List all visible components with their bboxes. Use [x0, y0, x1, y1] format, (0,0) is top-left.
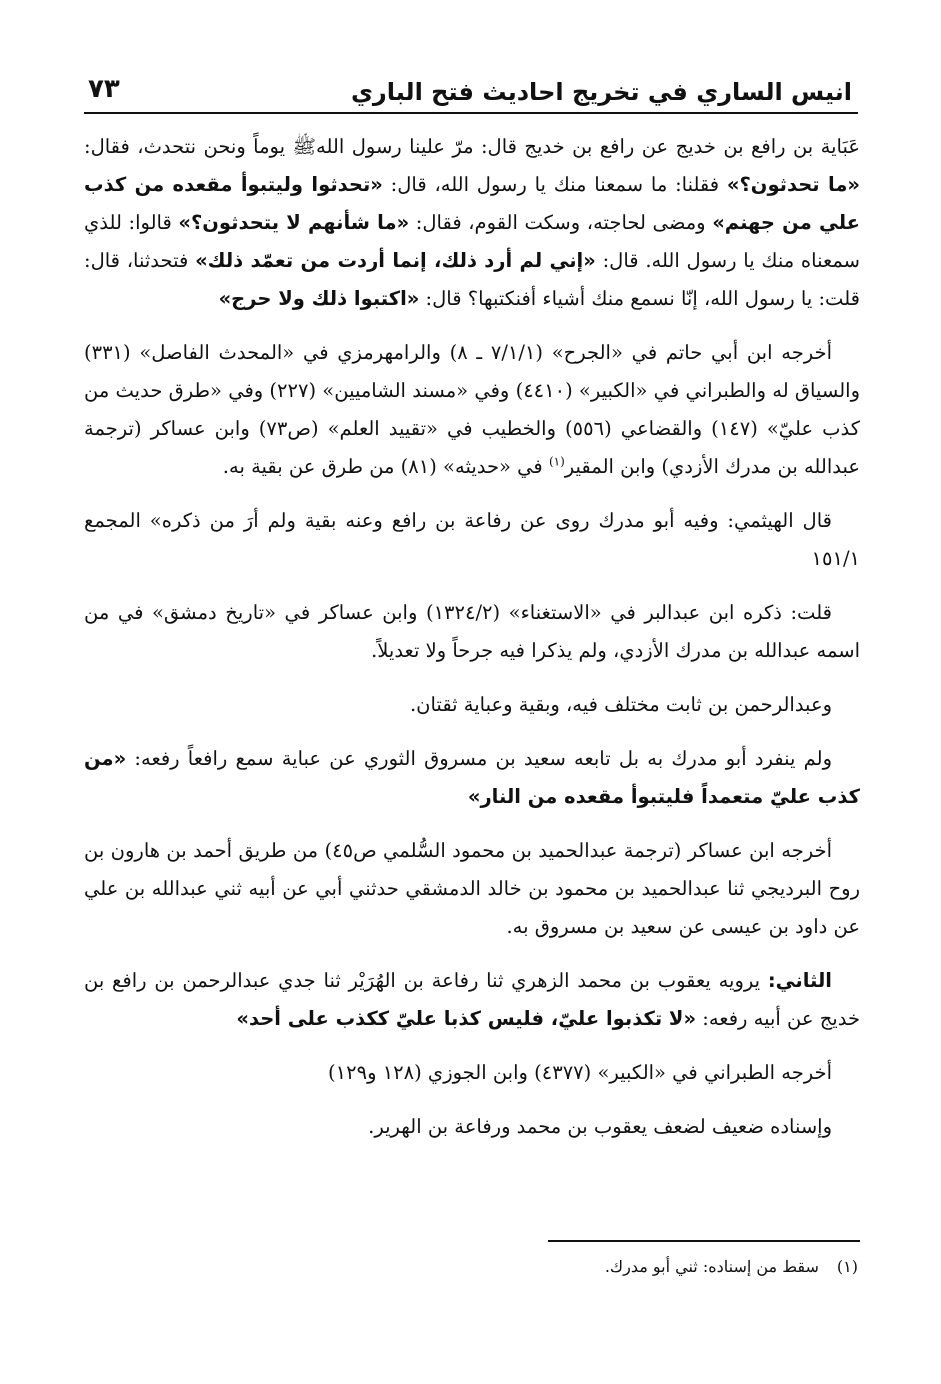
text: ومضى لحاجته، وسكت القوم، فقال: [409, 211, 713, 234]
quote: «تحدثوا وليتبوأ مقعده من كذب علي من جهنم» [84, 173, 861, 234]
text: ولم ينفرد أبو مدرك به بل تابعه سعيد بن مسروق الثوري عن عباية سمع رافعاً رفعه: [126, 747, 832, 770]
quote: «إني لم أرد ذلك، إنما أردت من تعمّد ذلك» [195, 249, 596, 272]
text: عَبَاية بن رافع بن خديج عن رافع بن خديج قال: مرّ علينا رسول اللهﷺ يوماً ونحن نتحدث، فقال: [84, 135, 860, 158]
paragraph-narrators: وعبدالرحمن بن ثابت مختلف فيه، وبقية وعباية ثقتان. [409, 693, 832, 716]
running-title: انيس الساري في تخريج احاديث فتح الباري [350, 78, 852, 106]
paragraph-takhrij [84, 334, 860, 486]
paragraph-hadith-text [84, 128, 860, 318]
quote: «ما تحدثون؟» [726, 173, 860, 196]
quote: «اكتبوا ذلك ولا حرج» [218, 287, 420, 310]
footnote [84, 1254, 858, 1280]
footnote-marker: (١) [548, 454, 565, 469]
paragraph-tabarani: أخرجه الطبراني في «الكبير» (٤٣٧٧) وابن الجوزي (١٢٨ و١٢٩) [328, 1061, 832, 1084]
main-text [84, 128, 860, 1162]
text: أخرجه ابن أبي حاتم في «الجرح» (٧/١/١ ـ ٨) والرامهرمزي في «المحدث الفاصل» (٣٣١) والسياق له والطبراني في «الكبير» (٤٤١٠) وفي «مسند الشاميين» (٢٢٧) وفي «طرق حديث من كذب عليّ» (١٤٧) والقضاعي (٥٥٦) والخطيب في «تقييد العلم» (ص٧٣) وابن عساكر (ترجمة عبدالله بن مدرك الأزدي) وابن المقير [84, 341, 861, 478]
paragraph-ibn-asakir: أخرجه ابن عساكر (ترجمة عبدالحميد بن محمود السُّلمي ص٤٥) من طريق أحمد بن هارون بن روح البرديجي ثنا عبدالحميد بن محمود بن خالد الدمشقي حدثني أبي عن أبيه ثني عبدالله بن علي عن داود بن عيسى عن سعيد بن مسروق به. [84, 839, 860, 938]
text: فتحدثنا، قال: قلت: يا رسول الله، إنّا نسمع منك أشياء أفنكتبها؟ قال: [84, 249, 860, 310]
page-header [84, 60, 858, 114]
quote: «من كذب عليّ متعمداً فليتبوأ مقعده من النار» [84, 747, 860, 808]
text: يرويه يعقوب بن محمد الزهري ثنا رفاعة بن الهُرَيْر ثنا جدي عبدالرحمن بن رافع بن خديج عن أبيه رفعه: [84, 969, 860, 1030]
paragraph-mutabaa [84, 740, 860, 816]
quote: «لا تكذبوا عليّ، فليس كذبا عليّ ككذب على أحد» [236, 1007, 697, 1030]
text: قالوا: للذي سمعناه منك يا رسول الله. قال: [84, 211, 860, 272]
text: فقلنا: ما سمعنا منك يا رسول الله، قال: [382, 173, 727, 196]
footnote-text: سقط من إسناده: ثني أبو مدرك. [604, 1257, 819, 1276]
quote: «ما شأنهم لا يتحدثون؟» [178, 211, 410, 234]
text: في «حديثه» (٨١) من طرق عن بقية به. [222, 455, 549, 478]
paragraph-qultu: قلت: ذكره ابن عبدالبر في «الاستغناء» (١٣٢٤/٢) وابن عساكر في «تاريخ دمشق» في من اسمه عبدالله بن مدرك الأزدي، ولم يذكرا فيه جرحاً ولا تعديلاً. [84, 601, 860, 662]
paragraph-haythami: قال الهيثمي: وفيه أبو مدرك روى عن رفاعة بن رافع وعنه بقية ولم أرَ من ذكره» المجمع ١٥١/١ [84, 509, 860, 570]
paragraph-isnad-weak: وإسناده ضعيف لضعف يعقوب بن محمد ورفاعة بن الهرير. [368, 1115, 832, 1138]
footnote-divider [548, 1240, 860, 1242]
label-second: الثاني: [767, 969, 832, 992]
paragraph-second-route [84, 962, 860, 1038]
footnote-number: (١) [836, 1257, 858, 1276]
page-number: ٧٣ [88, 74, 120, 104]
